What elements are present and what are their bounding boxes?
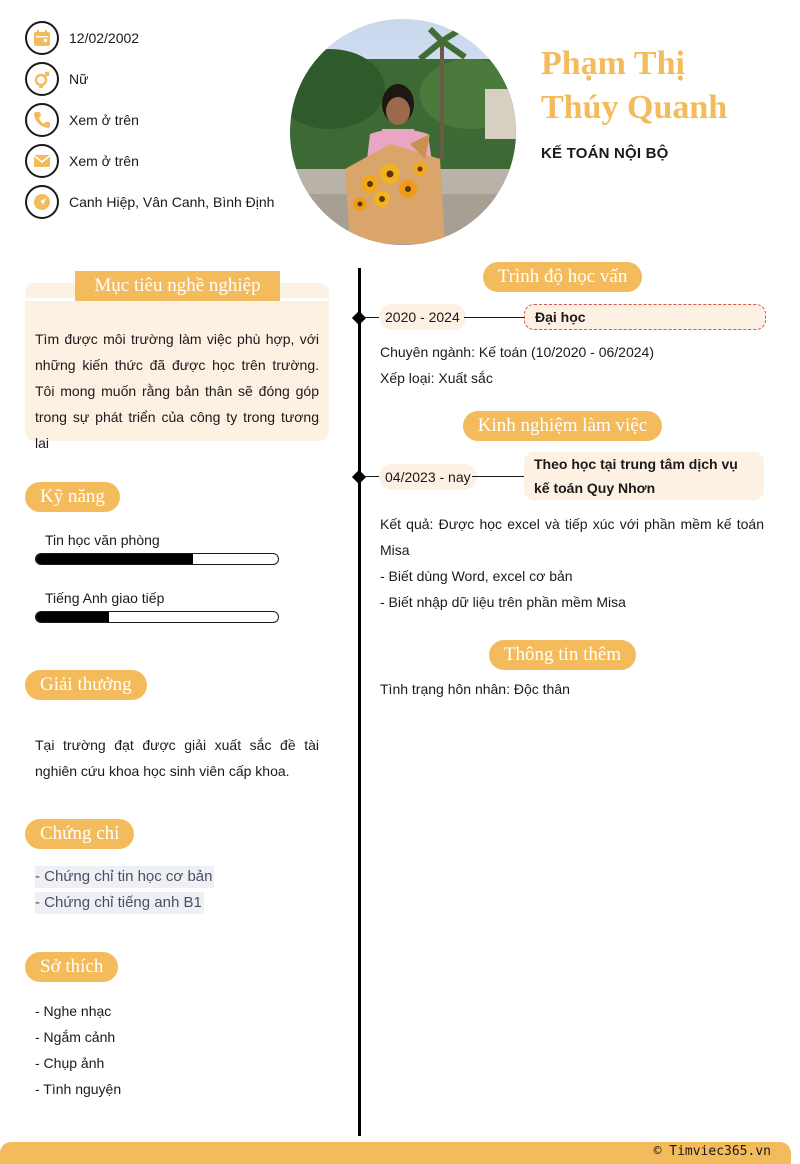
extra-title: Thông tin thêm	[489, 640, 636, 670]
education-title: Trình độ học vấn	[483, 262, 643, 292]
awards-section	[25, 670, 147, 700]
contact-email	[25, 144, 285, 178]
experience-date: 04/2023 - nay	[379, 464, 477, 490]
name-line-1: Phạm Thị	[541, 45, 685, 82]
extra-text: Tình trạng hôn nhân: Độc thân	[380, 681, 570, 697]
skill-fill	[36, 612, 109, 622]
column-divider	[358, 268, 361, 1136]
email-icon	[25, 144, 59, 178]
objective-text: Tìm được môi trường làm việc phù hợp, với những kiến thức đã được học trên trường. Tôi mong muốn rằng bản thân sẽ đóng góp trong sự phát triển của công ty trong tương lai	[35, 331, 319, 451]
hobby-list	[35, 998, 121, 1102]
education-grade: Xếp loại: Xuất sắc	[380, 370, 493, 386]
name-block	[541, 42, 791, 162]
certificate-list	[35, 866, 214, 918]
skill-label: Tin học văn phòng	[45, 532, 160, 548]
timeline-connector	[359, 317, 381, 318]
phone-text: Xem ở trên	[69, 112, 139, 128]
education-school: Đại học	[524, 304, 766, 330]
phone-icon	[25, 103, 59, 137]
birthday-text: 12/02/2002	[69, 30, 140, 46]
skill-item	[35, 590, 279, 623]
experience-bullet: - Biết nhập dữ liệu trên phần mềm Misa	[380, 594, 626, 610]
certificate-item: - Chứng chỉ tiếng anh B1	[35, 892, 204, 914]
certificates-section	[25, 819, 134, 849]
education-major: Chuyên ngành: Kế toán (10/2020 - 06/2024)	[380, 344, 654, 360]
contact-phone	[25, 103, 285, 137]
skills-title: Kỹ năng	[25, 482, 120, 512]
profile-photo	[290, 19, 516, 245]
awards-title: Giải thưởng	[25, 670, 147, 700]
timeline-dot	[352, 311, 366, 325]
timeline-connector	[359, 476, 381, 477]
extra-section	[380, 640, 745, 670]
calendar-icon	[25, 21, 59, 55]
hobby-item: - Ngắm cảnh	[35, 1029, 116, 1045]
job-title: KẾ TOÁN NỘI BỘ	[541, 145, 669, 162]
timeline-dot	[352, 470, 366, 484]
hobby-item: - Tình nguyện	[35, 1081, 122, 1097]
skills-section	[25, 482, 120, 512]
certificate-item: - Chứng chỉ tin học cơ bản	[35, 866, 214, 888]
experience-bullet: - Biết dùng Word, excel cơ bản	[380, 568, 573, 584]
address-text: Canh Hiệp, Vân Canh, Bình Định	[69, 194, 275, 210]
education-timeline-row	[354, 304, 766, 332]
experience-title: Kinh nghiệm làm việc	[463, 411, 662, 441]
education-section	[380, 262, 745, 292]
education-date: 2020 - 2024	[379, 304, 466, 330]
gender-text: Nữ	[69, 71, 89, 87]
contact-list	[25, 21, 285, 226]
skill-fill	[36, 554, 193, 564]
skill-bar	[35, 611, 279, 623]
contact-address	[25, 185, 285, 219]
gender-icon	[25, 62, 59, 96]
timeline-connector	[472, 476, 524, 477]
email-text: Xem ở trên	[69, 153, 139, 169]
certificates-title: Chứng chỉ	[25, 819, 134, 849]
footer-copyright: © Timviec365.vn	[653, 1144, 771, 1159]
name-line-2: Thúy Quanh	[541, 89, 728, 126]
contact-gender	[25, 62, 285, 96]
skill-bar	[35, 553, 279, 565]
experience-section	[380, 411, 745, 441]
objective-title: Mục tiêu nghề nghiệp	[75, 271, 280, 301]
experience-details	[380, 511, 764, 615]
contact-birthday	[25, 21, 285, 55]
location-icon	[25, 185, 59, 219]
hobbies-title: Sở thích	[25, 952, 118, 982]
skill-item	[35, 532, 279, 565]
award-text: Tại trường đạt được giải xuất sắc đề tài nghiên cứu khoa học sinh viên cấp khoa.	[35, 737, 319, 779]
footer-bar	[0, 1142, 791, 1164]
hobby-item: - Chụp ảnh	[35, 1055, 105, 1071]
hobby-item: - Nghe nhạc	[35, 1003, 112, 1019]
full-name	[541, 42, 791, 130]
skill-label: Tiếng Anh giao tiếp	[45, 590, 165, 606]
timeline-connector	[464, 317, 524, 318]
experience-place: Theo học tại trung tâm dịch vụ kế toán Quy Nhơn	[524, 452, 764, 500]
hobbies-section	[25, 952, 118, 982]
experience-timeline-row	[354, 452, 766, 500]
experience-result: Kết quả: Được học excel và tiếp xúc với phần mềm kế toán Misa	[380, 516, 764, 558]
education-details	[380, 339, 764, 391]
